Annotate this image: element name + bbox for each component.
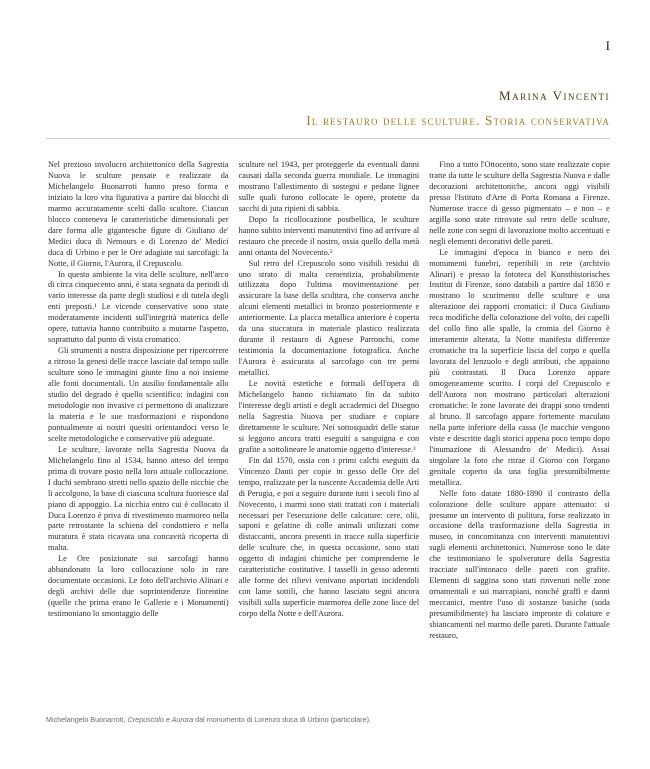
article-title: Il restauro delle sculture. Storia conservativa [306, 113, 610, 128]
paragraph: Le immagini d'epoca in bianco e nero dei monumenti funebri, reperibili in rete (archivio Alinari) e presso la fototeca del Kunsthistorisches Institut di Firenze, sono databili a partire dal 1850 e mostrano lo scurimento delle sculture e una alterazione dei rapporti cromatici: il Duca Giuliano reca modifiche della colorazione del volto, dei capelli del collo fino alle spalle, la cromia del Giorno è interamente alterata, la Notte manifesta differenze cromatiche tra la superficie liscia del corpo e quella lavorata del lenzuolo e degli attributi, che appaiono più contrastati. Il Duca Lorenzo appare omogeneamente scurito. I corpi del Crepuscolo e dell'Aurora non mostrano particolari alterazioni cromatiche: le zone lavorate dei drappi sono tendenti al bruno. Il sarcofago appare fortemente maculato nella parte inferiore della cassa (le macchie vengono viste e descritte dagli storici appena poco tempo dopo l'inumazione di Alessandro de' Medici). Assai singolare la foto che ritrae il Giorno con l'organo genitale coperto da una foglia presumibilmente metallica. [429, 247, 610, 487]
paragraph: Le Ore posizionate sui sarcofagi hanno abbandonato la loro collocazione solo in rare documentate occasioni. Le foto dell'archivio Alinari e degli archivi delle due soprintendenze fiorentine (quelle che prima erano le Gallerie e i Monumenti) testimoniano lo smontaggio delle [48, 554, 229, 619]
caption-artwork-title: Crepuscolo e Aurora [127, 715, 194, 724]
paragraph: Le novità estetiche e formali dell'opera di Michelangelo hanno richiamato fin da subito l'interesse degli artisti e degli accademici del Disegno nella Sagrestia Nuova per studiare e copiare direttamente le sculture. Nei sottosquadri delle statue si leggono ancora tratti eseguiti a sanguigna e con grafite a sottolineare le anatomie oggetto d'interesse.³ [238, 379, 420, 454]
text-column-3 [429, 160, 610, 642]
caption-lead: Michelangelo Buonarroti, [46, 715, 128, 724]
paragraph: Nelle foto datate 1880-1890 il contrasto della colorazione delle sculture appare attenuato: si presume un intervento di pulitura, forse realizzato in occasione della trasformazione della Sagrestia in museo, in concomitanza con interventi manutentivi sugli elementi architettonici. Numerose sono le date che testimoniano le spolverature della Sagrestia tracciate sull'intonaco delle pareti con grafite. Elementi di saggina sono stati rinvenuti nelle zone ornamentali e sui marcapiani, nonché graffi e danni meccanici, mentre l'uso di sostanze basiche (soda presumibilmente) ha lasciato impronte di colature e sbiancamenti nel marmo delle pareti. Durante l'attuale restauro, [429, 488, 610, 640]
paragraph: Nel prezioso involucro architettonico della Sagrestia Nuova le sculture pensate e realizzate da Michelangelo Buonarroti hanno preso forma e iniziato la loro vita figurativa a partire dai blocchi di marmo accuratamente scelti dallo scultore. Ciascun blocco conteneva le caratteristiche dimensionali per dare forma alle gigantesche figure di Giuliano de' Medici duca di Nemours e di Lorenzo de' Medici duca di Urbino e per le Ore adagiate sui sarcofagi: la Notte, il Giorno, l'Aurora, il Crepuscolo. [48, 160, 229, 268]
text-columns [48, 160, 610, 642]
title-divider [46, 138, 610, 139]
author-name: Marina Vincenti [499, 88, 610, 103]
paragraph: Le sculture, lavorate nella Sagrestia Nuova da Michelangelo fino al 1534, hanno atteso del tempo prima di trovare posto nella loro attuale collocazione. I duchi sembrano stretti nello spazio delle nicchie che li accolgono, la base di ciascuna scultura fuoriesce dal piano di appoggio. La nicchia entro cui è collocato il Duca Lorenzo è priva di rivestimento marmoreo nella parte retrostante la schiena del condottiero e nella muratura è stata ricavata una concavità ricoperta di malta. [48, 444, 229, 553]
text-column-1 [48, 160, 229, 642]
caption-rest: dal monumento di Lorenzo duca di Urbino (particolare). [193, 715, 371, 724]
paragraph: sculture nel 1943, per proteggerle da eventuali danni causati dalla seconda guerra mondiale. Le immagini mostrano l'allestimento di sostegni e pedane lignee sulle quali furono collocate le opere, protette da sacchi di juta ripieni di sabbia. [238, 160, 420, 213]
paragraph: Sul retro del Crepuscolo sono visibili residui di uno strato di malta cementizia, probabilmente utilizzata dopo l'ultima movimentazione per assicurare la base della scultura, che conserva anche alcuni elementi metallici in bronzo posteriormente e anteriormente. La placca metallica anteriore è coperta da una stuccatura in materiale plastico realizzata durante il restauro di Agnese Parronchi, come testimonia la documentazione fotografica. Anche l'Aurora è assicurata al sarcofago con tre perni metallici. [238, 258, 420, 378]
paragraph: In questo ambiente la vita delle sculture, nell'arco di circa cinquecento anni, è stata segnata da periodi di vario interesse da parte degli studiosi e di tutela degli enti preposti.¹ Le vicende conservative sono state moderatamente incidenti sull'integrità materica delle opere, tuttavia hanno contribuito a mutarne l'aspetto, soprattutto dal punto di vista cromatico. [48, 269, 229, 345]
text-column-2 [239, 160, 420, 642]
image-caption [46, 715, 371, 724]
paragraph: Gli strumenti a nostra disposizione per ripercorrere a ritroso la genesi delle tracce lasciate dal tempo sulle sculture sono le immagini giunte fino a noi insieme alle fonti documentali. Un ausilio fondamentale allo studio del degrado è quello scientifico: indagini con metodologie non invasive ci permettono di analizzare la materia e le sue trasformazioni e rispondono puntualmente ai nostri quesiti orientandoci verso le scelte metodologiche e conservative più adeguate. [48, 346, 229, 443]
paragraph: Fin dal 1570, ossia con i primi calchi eseguiti da Vincenzo Danti per copie in gesso delle Ore del tempo, realizzate per la nascente Accademia delle Arti di Perugia, e poi a seguire durante tutti i secoli fino al Novecento, i marmi sono stati trattati con i materiali necessari per l'esecuzione delle calcature: cere, olii, saponi e gelatine di colle animali utilizzati come distaccanti, ancora presenti in tracce sulla superficie delle sculture che, in questa occasione, sono stati oggetto di indagini chimiche per comprenderne le caratteristiche costitutive. I tasselli in gesso aderenti alle forme dei rilievi venivano asportati incidendoli con lame sottili, che hanno lasciato segni ancora visibili sulla superficie marmorea delle zone lisce del corpo della Notte e dell'Aurora. [238, 455, 420, 619]
page-number: I [605, 38, 610, 53]
paragraph: Fino a tutto l'Ottocento, sono state realizzate copie tratte da tutte le sculture della Sagrestia Nuova e dalle decorazioni architettoniche, ancora oggi visibili presso l'Istituto d'Arte di Porta Romana a Firenze. Numerose tracce di gesso pigmentato – e non – e argilla sono state ritrovate sul retro delle sculture, nelle zone con segni di lavorazione molto accentuati e negli elementi decorativi delle pareti. [429, 160, 610, 246]
paragraph: Dopo la ricollocazione postbellica, le sculture hanno subito interventi manutentivi fino ad arrivare al restauro che precede il nostro, ossia quello della metà anni ottanta del Novecento.² [238, 214, 420, 257]
